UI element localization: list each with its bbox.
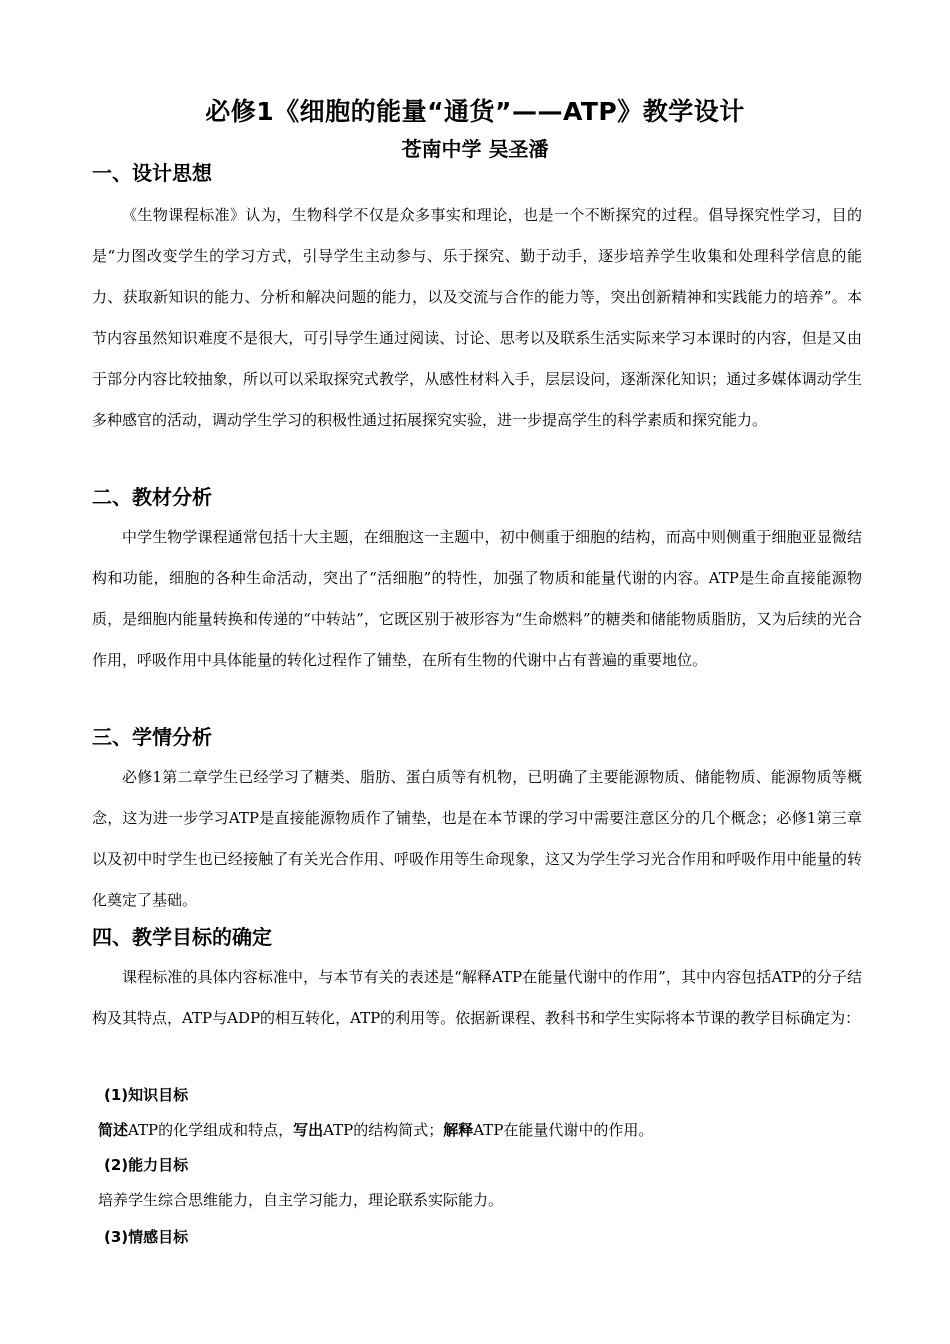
section-heading-design-idea: 一、设计思想	[92, 161, 212, 185]
ability-objective-label: (2)能力目标	[104, 1156, 189, 1174]
section-body-student-analysis: 必修1第二章学生已经学习了糖类、脂肪、蛋白质等有机物，已明确了主要能源物质、储能物质、能源物质等概念，这为进一步学习ATP是直接能源物质作了铺垫，也是在本节课的学习中需要注意区分的几个概念；必修1第三章以及初中时学生也已经接触了有关光合作用、呼吸作用等生命现象，这又为学生学习光合作用和呼吸作用中能量的转化奠定了基础。	[92, 768, 862, 909]
knowledge-text-2: ATP的结构简式；	[323, 1121, 444, 1139]
verb-describe: 简述	[98, 1121, 129, 1139]
knowledge-objective-text	[98, 1118, 878, 1142]
verb-write: 写出	[293, 1121, 324, 1139]
section-heading-student-analysis: 三、学情分析	[92, 725, 212, 749]
author-line: 苍南中学 吴圣潘	[401, 137, 549, 161]
knowledge-text-3: ATP在能量代谢中的作用。	[473, 1121, 654, 1139]
section-body-material-analysis: 中学生物学课程通常包括十大主题，在细胞这一主题中，初中侧重于细胞的结构，而高中则侧重于细胞亚显微结构和功能，细胞的各种生命活动，突出了“活细胞”的特性，加强了物质和能量代谢的内容。ATP是生命直接能源物质，是细胞内能量转换和传递的“中转站”，它既区别于被形容为“生命燃料”的糖类和储能物质脂肪，又为后续的光合作用，呼吸作用中具体能量的转化过程作了铺垫，在所有生物的代谢中占有普遍的重要地位。	[92, 528, 862, 669]
section-heading-material-analysis: 二、教材分析	[92, 485, 212, 509]
section-body-teaching-objectives: 课程标准的具体内容标准中，与本节有关的表述是“解释ATP在能量代谢中的作用”，其中内容包括ATP的分子结构及其特点，ATP与ADP的相互转化，ATP的利用等。依据新课程、教科书和学生实际将本节课的教学目标确定为：	[92, 968, 862, 1027]
document-title: 必修1《细胞的能量“通货”——ATP》教学设计	[205, 97, 745, 126]
verb-explain: 解释	[443, 1121, 474, 1139]
section-heading-teaching-objectives: 四、教学目标的确定	[92, 925, 272, 949]
knowledge-objective-label: (1)知识目标	[104, 1086, 189, 1104]
ability-objective-text: 培养学生综合思维能力，自主学习能力，理论联系实际能力。	[98, 1191, 504, 1209]
knowledge-text-1: ATP的化学组成和特点，	[128, 1121, 294, 1139]
section-body-design-idea: 《生物课程标准》认为，生物科学不仅是众多事实和理论，也是一个不断探究的过程。倡导探究性学习，目的是“力图改变学生的学习方式，引导学生主动参与、乐于探究、勤于动手，逐步培养学生收集和处理科学信息的能力、获取新知识的能力、分析和解决问题的能力，以及交流与合作的能力等，突出创新精神和实践能力的培养”。本节内容虽然知识难度不是很大，可引导学生通过阅读、讨论、思考以及联系生活实际来学习本课时的内容，但是又由于部分内容比较抽象，所以可以采取探究式教学，从感性材料入手，层层设问，逐渐深化知识；通过多媒体调动学生多种感官的活动，调动学生学习的积极性通过拓展探究实验，进一步提高学生的科学素质和探究能力。	[92, 206, 862, 429]
emotion-objective-label: (3)情感目标	[104, 1228, 189, 1246]
